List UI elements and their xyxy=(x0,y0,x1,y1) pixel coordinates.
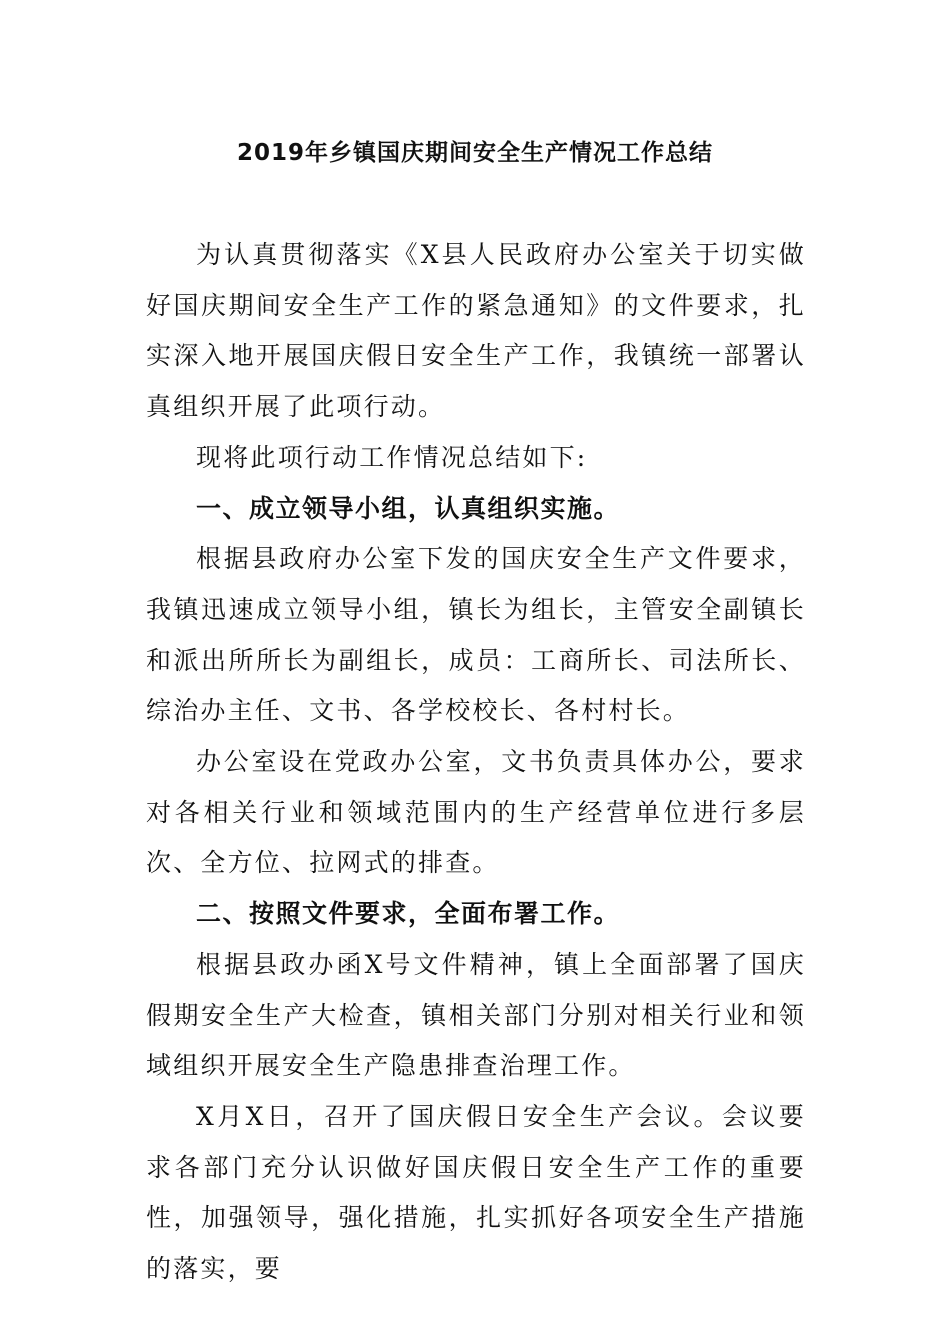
intro-paragraph: 为认真贯彻落实《X县人民政府办公室关于切实做好国庆期间安全生产工作的紧急通知》的文件要求，扎实深入地开展国庆假日安全生产工作，我镇统一部署认真组织开展了此项行动。 xyxy=(146,240,806,422)
document-body xyxy=(146,230,806,1295)
section-1-paragraph-1: 根据县政府办公室下发的国庆安全生产文件要求，我镇迅速成立领导小组，镇长为组长，主管安全副镇长和派出所所长为副组长，成员：工商所长、司法所长、综治办主任、文书、各学校校长、各村村长。 xyxy=(146,544,806,726)
section-2-paragraph-1: 根据县政办函X号文件精神，镇上全面部署了国庆假期安全生产大检查，镇相关部门分别对相关行业和领域组织开展安全生产隐患排查治理工作。 xyxy=(146,949,806,1081)
section-2-paragraph-2: X月X日，召开了国庆假日安全生产会议。会议要求各部门充分认识做好国庆假日安全生产工作的重要性，加强领导，强化措施，扎实抓好各项安全生产措施的落实，要 xyxy=(146,1101,806,1284)
document-title: 2019年乡镇国庆期间安全生产情况工作总结 xyxy=(236,140,713,166)
summary-lead-paragraph: 现将此项行动工作情况总结如下: xyxy=(196,442,588,472)
section-heading-2: 二、按照文件要求，全面布署工作。 xyxy=(196,899,621,929)
section-1-paragraph-2: 办公室设在党政办公室，文书负责具体办公，要求对各相关行业和领域范围内的生产经营单位进行多层次、全方位、拉网式的排查。 xyxy=(146,747,806,878)
section-heading-1: 一、成立领导小组，认真组织实施。 xyxy=(196,493,621,523)
